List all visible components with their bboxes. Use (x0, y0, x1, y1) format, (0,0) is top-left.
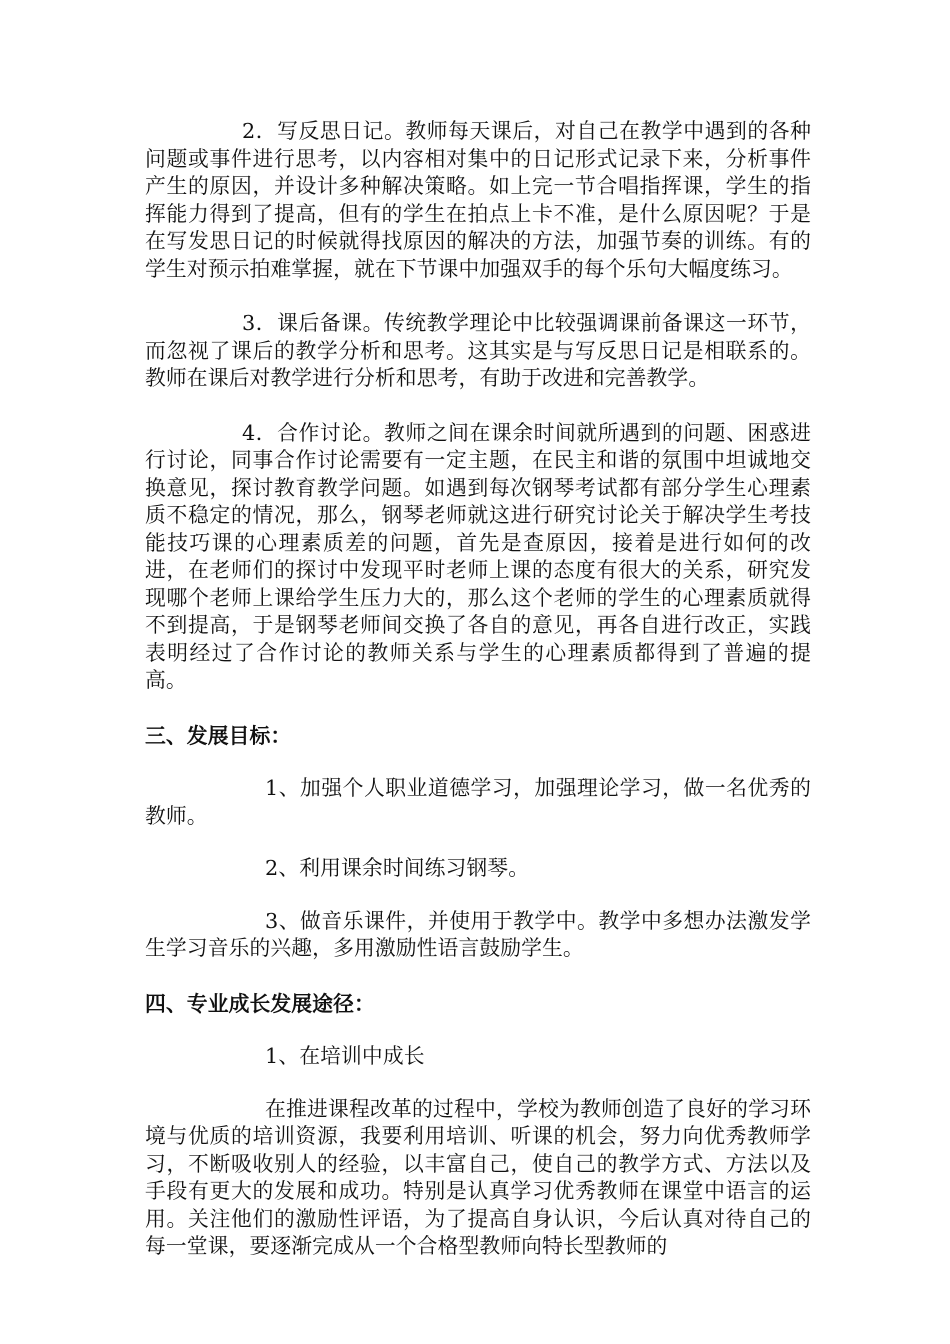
goal-item-3: 3、做音乐课件，并使用于教学中。教学中多想办法激发学生学习音乐的兴趣，多用激励性语言鼓励学生。 (145, 908, 811, 960)
document-page (145, 118, 811, 1261)
section-heading-growth-path: 四、专业成长发展途径： (145, 991, 375, 1016)
goal-item-2: 2、利用课余时间练习钢琴。 (265, 856, 530, 880)
section-heading-development-goals: 三、发展目标： (145, 723, 292, 748)
goal-item-1: 1、加强个人职业道德学习，加强理论学习，做一名优秀的教师。 (145, 776, 811, 828)
growth-item-1: 1、在培训中成长 (265, 1044, 425, 1068)
paragraph-training-growth: 在推进课程改革的过程中，学校为教师创造了良好的学习环境与优质的培训资源，我要利用培训、听课的机会，努力向优秀教师学习，不断吸收别人的经验，以丰富自己，使自己的教学方式、方法以及手段有更大的发展和成功。特别是认真学习优秀教师在课堂中语言的运用。关注他们的激励性评语，为了提高自身认识，今后认真对待自己的每一堂课，要逐渐完成从一个合格型教师向特长型教师的 (145, 1096, 811, 1258)
paragraph-cooperative-discussion: 4．合作讨论。教师之间在课余时间就所遇到的问题、困惑进行讨论，同事合作讨论需要有一定主题，在民主和谐的氛围中坦诚地交换意见，探讨教育教学问题。如遇到每次钢琴考试都有部分学生心理素质不稳定的情况，那么，钢琴老师就这进行研究讨论关于解决学生考技能技巧课的心理素质差的问题，首先是查原因，接着是进行如何的改进，在老师们的探讨中发现平时老师上课的态度有很大的关系，研究发现哪个老师上课给学生压力大的，那么这个老师的学生的心理素质就得不到提高，于是钢琴老师间交换了各自的意见，再各自进行改正，实践表明经过了合作讨论的教师关系与学生的心理素质都得到了普遍的提高。 (145, 420, 811, 692)
paragraph-reflection-diary: 2．写反思日记。教师每天课后，对自己在教学中遇到的各种问题或事件进行思考，以内容相对集中的日记形式记录下来，分析事件产生的原因，并设计多种解决策略。如上完一节合唱指挥课，学生的指挥能力得到了提高，但有的学生在拍点上卡不准，是什么原因呢？于是在写发思日记的时候就得找原因的解决的方法，加强节奏的训练。有的学生对预示拍难掌握，就在下节课中加强双手的每个乐句大幅度练习。 (145, 119, 811, 281)
paragraph-after-class-preparation: 3．课后备课。传统教学理论中比较强调课前备课这一环节，而忽视了课后的教学分析和思考。这其实是与写反思日记是相联系的。教师在课后对教学进行分析和思考，有助于改进和完善教学。 (145, 311, 811, 390)
